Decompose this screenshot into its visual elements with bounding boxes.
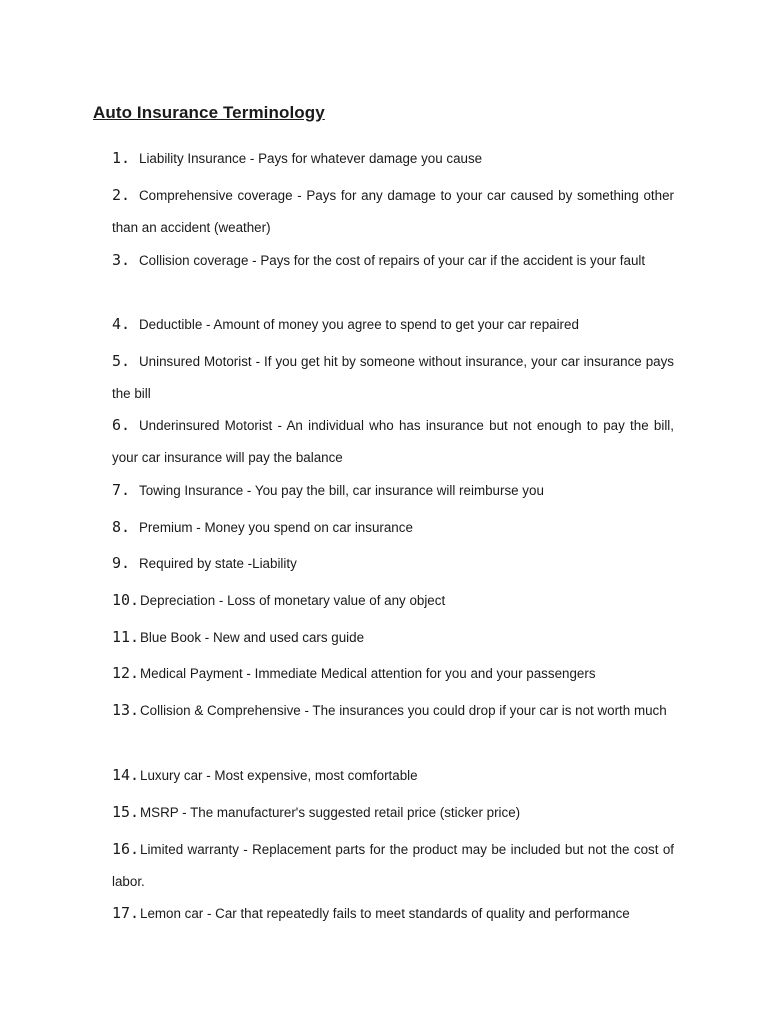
list-item	[112, 657, 674, 690]
item-text: Limited warranty - Replacement parts for the product may be included but not the cost of labor.	[112, 842, 674, 889]
item-text: Lemon car - Car that repeatedly fails to meet standards of quality and performance	[140, 906, 630, 921]
item-text: Collision & Comprehensive - The insurances you could drop if your car is not worth much	[140, 703, 667, 718]
list-item	[112, 796, 674, 829]
item-number: 7.	[112, 481, 131, 499]
item-number: 6.	[112, 416, 131, 434]
item-text: Collision coverage - Pays for the cost of repairs of your car if the accident is your fault	[139, 253, 646, 268]
item-number: 10.	[112, 591, 140, 609]
document-title: Auto Insurance Terminology	[93, 103, 325, 122]
item-number: 2.	[112, 186, 131, 204]
list-item	[112, 409, 674, 474]
list-item	[112, 345, 674, 410]
item-text: Underinsured Motorist - An individual who has insurance but not enough to pay the bill, your car insurance will pay the balance	[112, 418, 674, 465]
item-number: 1.	[112, 149, 131, 167]
item-text: Comprehensive coverage - Pays for any damage to your car caused by something other than an accident (weather)	[112, 188, 674, 235]
item-number: 11.	[112, 628, 140, 646]
list-item	[112, 584, 674, 617]
item-text: Required by state -Liability	[139, 556, 297, 571]
list-item	[112, 694, 674, 727]
item-text: Depreciation - Loss of monetary value of any object	[140, 593, 446, 608]
list-item	[112, 179, 674, 244]
list-item	[112, 547, 674, 580]
item-text: Liability Insurance - Pays for whatever damage you cause	[139, 151, 483, 166]
list-item	[112, 474, 674, 507]
item-text: MSRP - The manufacturer's suggested retail price (sticker price)	[140, 805, 521, 820]
list-item	[112, 833, 674, 898]
item-number: 12.	[112, 664, 140, 682]
item-number: 15.	[112, 803, 140, 821]
item-text: Deductible - Amount of money you agree to spend to get your car repaired	[139, 317, 579, 332]
item-number: 9.	[112, 554, 131, 572]
list-item	[112, 511, 674, 544]
item-text: Blue Book - New and used cars guide	[140, 630, 365, 645]
list-item	[112, 759, 674, 792]
list-item	[112, 621, 674, 654]
item-text: Uninsured Motorist - If you get hit by someone without insurance, your car insurance pays the bill	[112, 354, 674, 401]
list-item	[112, 308, 674, 341]
list-item	[112, 897, 674, 930]
item-number: 8.	[112, 518, 131, 536]
item-number: 4.	[112, 315, 131, 333]
item-text: Premium - Money you spend on car insurance	[139, 520, 413, 535]
item-text: Luxury car - Most expensive, most comfortable	[140, 768, 418, 783]
item-number: 13.	[112, 701, 140, 719]
item-text: Medical Payment - Immediate Medical attention for you and your passengers	[140, 666, 596, 681]
item-number: 14.	[112, 766, 140, 784]
item-number: 5.	[112, 352, 131, 370]
item-number: 3.	[112, 251, 131, 269]
item-text: Towing Insurance - You pay the bill, car insurance will reimburse you	[139, 483, 544, 498]
list-item	[112, 244, 674, 277]
item-number: 17.	[112, 904, 140, 922]
list-item	[112, 142, 674, 175]
item-number: 16.	[112, 840, 140, 858]
